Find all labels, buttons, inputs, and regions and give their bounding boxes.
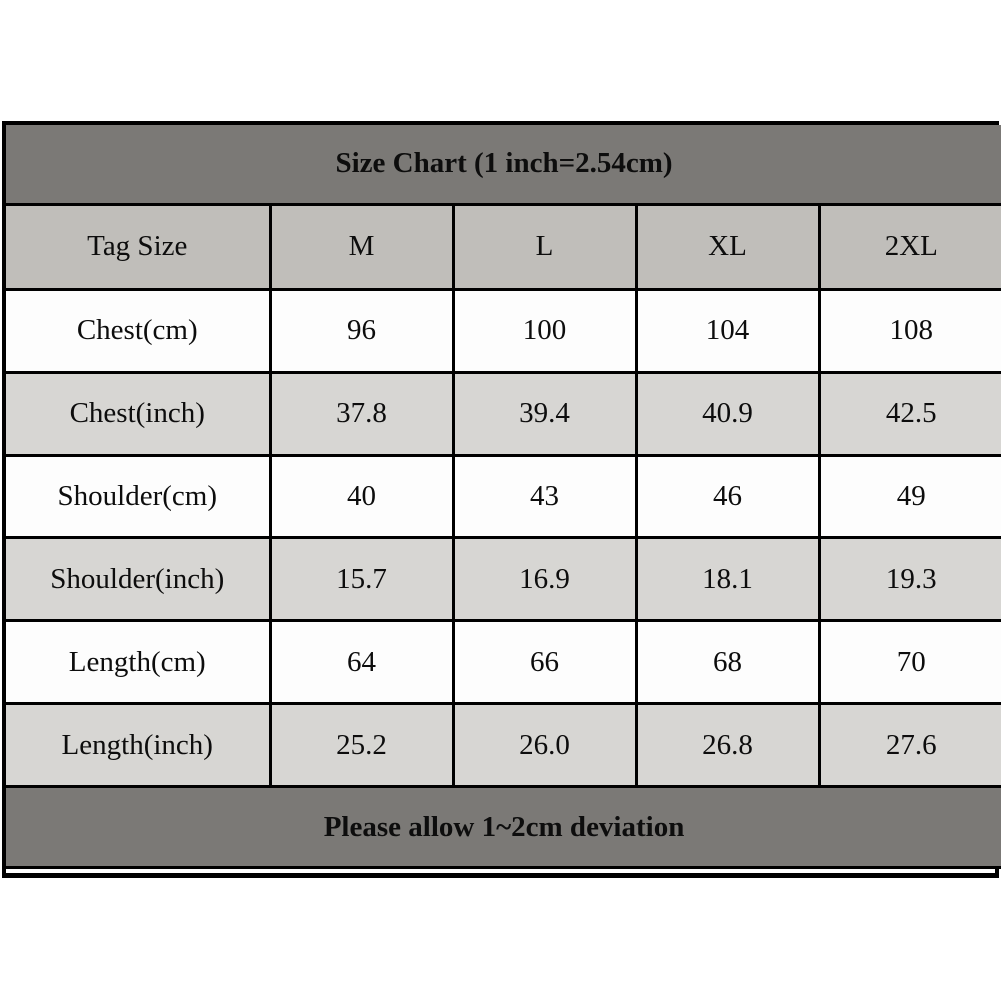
column-header-2xl: 2XL xyxy=(819,204,1001,289)
title-row xyxy=(6,125,1001,204)
footer-row xyxy=(6,787,1001,868)
row-label-chest-inch: Chest(inch) xyxy=(6,372,270,455)
deviation-note: Please allow 1~2cm deviation xyxy=(6,787,1001,868)
cell-chest-cm-2xl: 108 xyxy=(819,289,1001,372)
size-chart-table xyxy=(2,121,999,878)
cell-length-inch-xl: 26.8 xyxy=(636,704,819,787)
cell-length-inch-m: 25.2 xyxy=(270,704,453,787)
table-row-shoulder-cm xyxy=(6,455,1001,538)
cell-shoulder-cm-xl: 46 xyxy=(636,455,819,538)
chart-title: Size Chart (1 inch=2.54cm) xyxy=(6,125,1001,204)
cell-length-inch-l: 26.0 xyxy=(453,704,636,787)
cell-length-cm-m: 64 xyxy=(270,621,453,704)
cell-chest-cm-l: 100 xyxy=(453,289,636,372)
cell-chest-inch-2xl: 42.5 xyxy=(819,372,1001,455)
table-row-shoulder-inch xyxy=(6,538,1001,621)
row-label-shoulder-inch: Shoulder(inch) xyxy=(6,538,270,621)
header-row xyxy=(6,204,1001,289)
cell-length-cm-2xl: 70 xyxy=(819,621,1001,704)
column-header-tag-size: Tag Size xyxy=(6,204,270,289)
table-row-length-inch xyxy=(6,704,1001,787)
column-header-l: L xyxy=(453,204,636,289)
table-row-chest-inch xyxy=(6,372,1001,455)
cell-chest-inch-m: 37.8 xyxy=(270,372,453,455)
row-label-length-cm: Length(cm) xyxy=(6,621,270,704)
table-row-length-cm xyxy=(6,621,1001,704)
cell-chest-cm-m: 96 xyxy=(270,289,453,372)
cell-chest-cm-xl: 104 xyxy=(636,289,819,372)
row-label-chest-cm: Chest(cm) xyxy=(6,289,270,372)
cell-length-inch-2xl: 27.6 xyxy=(819,704,1001,787)
cell-chest-inch-l: 39.4 xyxy=(453,372,636,455)
cell-length-cm-xl: 68 xyxy=(636,621,819,704)
cell-shoulder-inch-2xl: 19.3 xyxy=(819,538,1001,621)
row-label-length-inch: Length(inch) xyxy=(6,704,270,787)
cell-length-cm-l: 66 xyxy=(453,621,636,704)
size-chart-grid xyxy=(6,125,1001,869)
cell-shoulder-inch-xl: 18.1 xyxy=(636,538,819,621)
row-label-shoulder-cm: Shoulder(cm) xyxy=(6,455,270,538)
cell-shoulder-inch-l: 16.9 xyxy=(453,538,636,621)
cell-shoulder-inch-m: 15.7 xyxy=(270,538,453,621)
column-header-m: M xyxy=(270,204,453,289)
cell-chest-inch-xl: 40.9 xyxy=(636,372,819,455)
cell-shoulder-cm-l: 43 xyxy=(453,455,636,538)
cell-shoulder-cm-m: 40 xyxy=(270,455,453,538)
column-header-xl: XL xyxy=(636,204,819,289)
table-row-chest-cm xyxy=(6,289,1001,372)
cell-shoulder-cm-2xl: 49 xyxy=(819,455,1001,538)
